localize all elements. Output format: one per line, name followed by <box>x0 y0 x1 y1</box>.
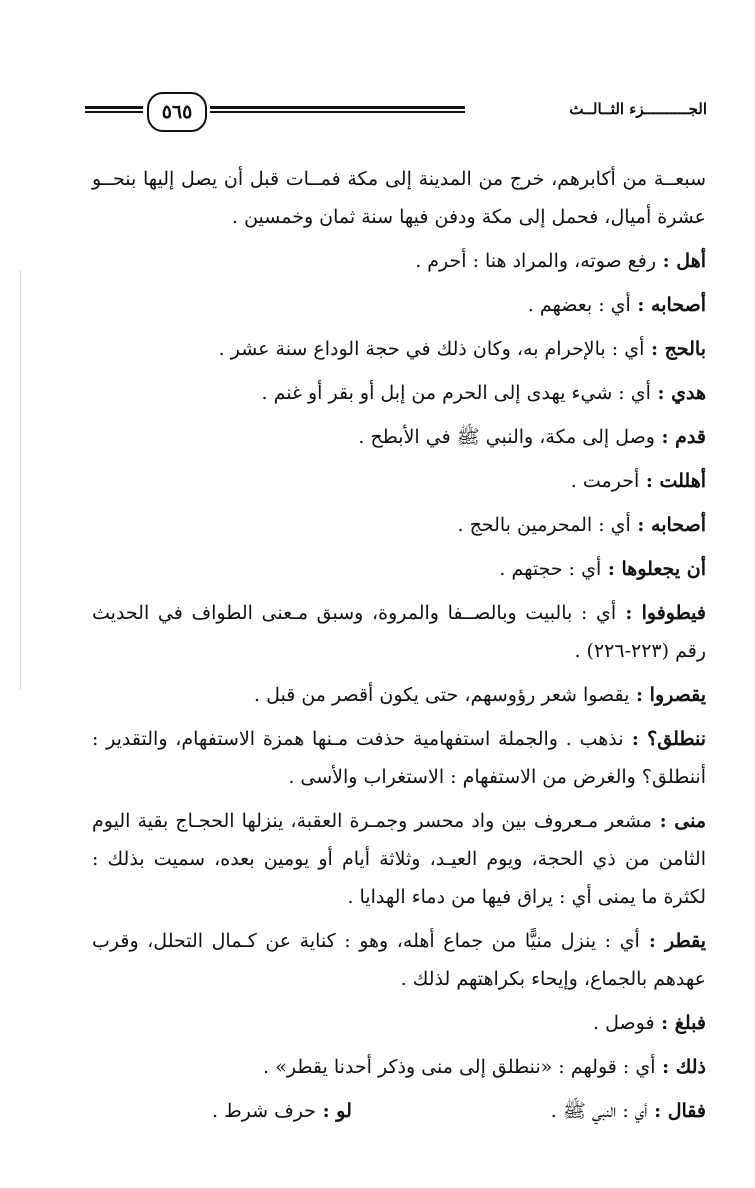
entry-term: هدي : <box>650 382 706 404</box>
paragraph <box>92 550 706 588</box>
entry-term: يقطر : <box>639 930 706 952</box>
last-line <box>92 1092 706 1130</box>
entry-term: بالحج : <box>644 338 706 360</box>
entry-text: وصل إلى مكة، والنبي ﷺ في الأبطح . <box>358 426 655 448</box>
paragraph <box>92 462 706 500</box>
entry-text: فوصل . <box>593 1012 655 1034</box>
entry-term: أهللت : <box>639 470 706 492</box>
entry-term: فبلغ : <box>654 1012 706 1034</box>
entry-term: لو : <box>316 1100 352 1122</box>
page-body <box>92 160 706 1136</box>
paragraph <box>92 418 706 456</box>
paragraph <box>92 676 706 714</box>
paragraph <box>92 594 706 670</box>
entry-term: فيطوفوا : <box>616 602 706 624</box>
page-number: ٥٦٥ <box>147 92 207 132</box>
entry-text: أي : قولهم : «ننطلق إلى منى وذكر أحدنا يقطر» . <box>263 1056 656 1078</box>
entry-term: أصحابه : <box>630 514 706 536</box>
paragraph <box>92 922 706 998</box>
entry-text: أي : النبي ﷺ . <box>550 1100 648 1122</box>
entry-term: ذلك : <box>655 1056 706 1078</box>
entry-term: قدم : <box>654 426 706 448</box>
paragraph <box>551 1092 706 1130</box>
paragraph <box>92 242 706 280</box>
entry-text: مشعر مـعروف بين واد محسر وجمـرة العقبة، ينزلها الحجـاج بقية اليوم الثامن من ذي الحجة، ويوم العيـد، وثلاثة أيام أو يومين بعده، سميت بذلك : لكثرة ما يمنى أي : يراق فيها من دماء الهدايا . <box>92 810 706 908</box>
margin-line <box>20 270 21 690</box>
entry-text: أي : شيء يهدى إلى الحرم من إبل أو بقر أو غنم . <box>261 382 651 404</box>
paragraph <box>92 160 706 236</box>
entry-text: أي : المحرمين بالحج . <box>457 514 631 536</box>
entry-text: أي : ينزل منيًّا من جماع أهله، وهو : كناية عن كـمال التحلل، وقرب عهدهم بالجماع، وإيحاء بكراهتهم لذلك . <box>92 930 706 990</box>
header-rule <box>85 106 143 109</box>
paragraph <box>92 802 706 916</box>
entry-text: رفع صوته، والمراد هنا : أحرم . <box>415 250 657 272</box>
paragraph <box>92 1004 706 1042</box>
entry-text: أحرمت . <box>570 470 640 492</box>
paragraph <box>92 506 706 544</box>
paragraph <box>92 330 706 368</box>
entry-text: أي : بالبيت وبالصــفا والمروة، وسبق مـعنى الطواف في الحديث رقم (٢٢٣-٢٢٦) . <box>92 602 706 662</box>
entry-text: أي : بعضهم . <box>527 294 631 316</box>
entry-term: منى : <box>651 810 706 832</box>
entry-text: حرف شرط . <box>212 1100 317 1122</box>
entry-text: أي : حجتهم . <box>499 558 602 580</box>
running-title: الجــــــــــزء الثــالــث <box>569 100 707 118</box>
paragraph <box>92 720 706 796</box>
entry-text: أي : بالإحرام به، وكان ذلك في حجة الوداع سنة عشر . <box>218 338 645 360</box>
entry-term: ننطلق؟ : <box>623 728 707 750</box>
entry-term: فقال : <box>647 1100 706 1122</box>
entry-term: أصحابه : <box>630 294 706 316</box>
entry-term: أن يجعلوها : <box>601 558 706 580</box>
entry-term: أهل : <box>656 250 706 272</box>
page-header <box>85 92 707 142</box>
entry-text: سبعــة من أكابرهم، خرج من المدينة إلى مكة فمــات قبل أن يصل إليها بنحــو عشرة أميال، فحمل إلى مكة ودفن فيها سنة ثمان وخمسين . <box>92 168 706 228</box>
entry-text: نذهب . والجملة استفهامية حذفت مـنها همزة الاستفهام، والتقدير : أننطلق؟ والغرض من الاستفهام : الاستغراب والأسى . <box>92 728 706 788</box>
paragraph <box>92 374 706 412</box>
paragraph <box>212 1092 352 1130</box>
entry-text: يقصوا شعر رؤوسهم، حتى يكون أقصر من قبل . <box>254 684 630 706</box>
header-rule <box>210 106 465 109</box>
entry-term: يقصروا : <box>629 684 706 706</box>
paragraph <box>92 286 706 324</box>
paragraph <box>92 1048 706 1086</box>
